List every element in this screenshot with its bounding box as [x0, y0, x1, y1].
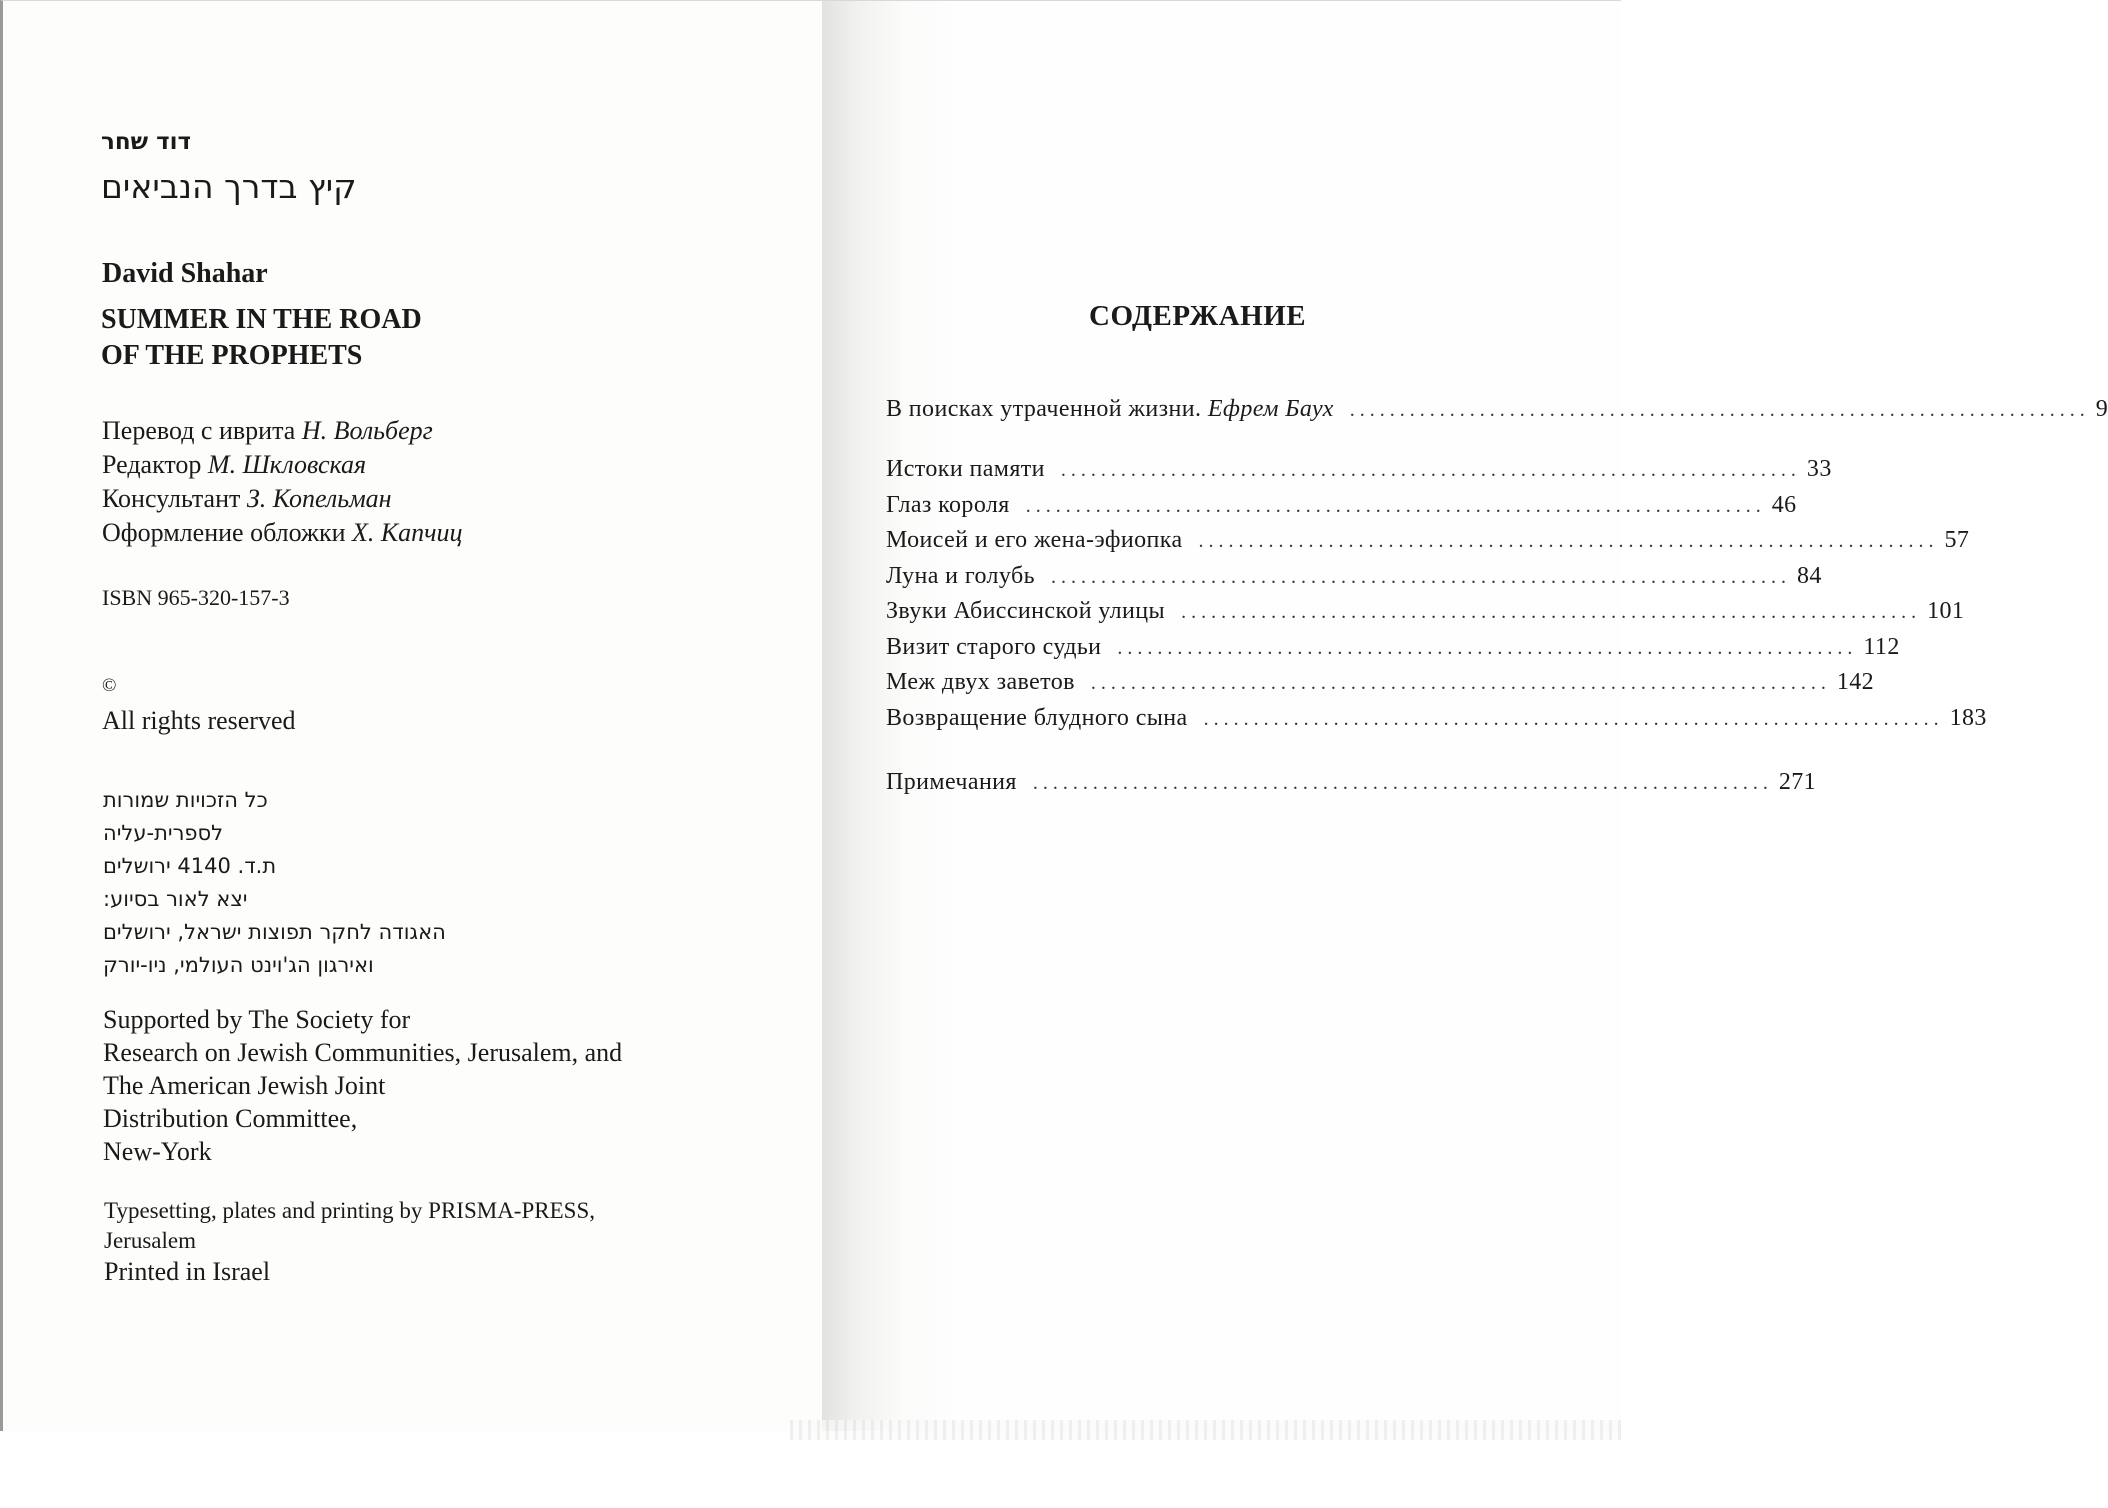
credits-block [102, 414, 463, 550]
toc-row [886, 523, 1970, 559]
isbn: ISBN 965-320-157-3 [102, 585, 290, 610]
printed-in: Printed in Israel [104, 1257, 271, 1286]
imprint-hebrew-line: ת.ד. 4140 ירושלים [103, 854, 277, 878]
credit-name: З. Копельман [246, 484, 392, 513]
support-line: Supported by The Society for [103, 1005, 411, 1034]
imprint-hebrew-line: לספרית-עליה [103, 821, 224, 845]
credit-role: Консультант [102, 484, 241, 513]
toc-leader: .......................................................................... [1181, 601, 1922, 623]
toc-title: Визит старого судьи [886, 633, 1102, 660]
toc-row [886, 392, 2108, 428]
toc-page: 84 [1796, 562, 1822, 589]
support-line: New-York [103, 1137, 212, 1166]
toc-title [886, 392, 1334, 428]
toc-row [886, 665, 1875, 701]
imprint-hebrew-line: האגודה לחקר תפוצות ישראל, ירושלים [103, 920, 446, 944]
credit-name: М. Шкловская [207, 450, 367, 479]
toc-page: 9 [2095, 396, 2108, 422]
toc-row [886, 559, 1822, 595]
title-english-line: OF THE PROPHETS [101, 340, 363, 371]
toc-title: Звуки Абиссинской улицы [886, 598, 1166, 624]
toc-leader: .......................................................................... [1117, 636, 1858, 659]
support-line: Distribution Committee, [103, 1104, 358, 1133]
toc-page: 183 [1949, 704, 1987, 731]
toc-title: Луна и голубь [886, 562, 1035, 589]
toc-page: 271 [1778, 769, 1817, 795]
imprint-hebrew-line: יצא לאור בסיוע: [103, 887, 248, 911]
credit-name: Н. Вольберг [301, 416, 433, 445]
toc-leader: .......................................................................... [1203, 707, 1944, 730]
title-hebrew: קיץ בדרך הנביאים [101, 167, 357, 206]
copyright-symbol: © [102, 675, 117, 696]
imprint-hebrew-line: כל הזכויות שמורות [103, 788, 268, 812]
title-english-line: SUMMER IN THE ROAD [101, 304, 422, 335]
typesetting-line: Jerusalem [104, 1228, 196, 1253]
toc-row [886, 765, 1817, 801]
imprint-hebrew [103, 784, 446, 982]
support-line: Research on Jewish Communities, Jerusalem, and [103, 1038, 623, 1067]
typesetting-credit [104, 1196, 595, 1256]
toc-page: 57 [1944, 527, 1970, 553]
toc-row [886, 452, 1832, 488]
author-hebrew: דוד שחר [101, 129, 192, 155]
toc-page: 101 [1927, 598, 1965, 624]
toc-row [886, 488, 1797, 524]
toc-leader: .......................................................................... [1060, 459, 1801, 481]
toc-title: Глаз короля [886, 491, 1010, 518]
support-line: The American Jewish Joint [103, 1071, 386, 1100]
toc-page: 46 [1771, 491, 1797, 518]
title-english [101, 302, 422, 374]
toc-row [886, 701, 1987, 737]
credit-role: Перевод с иврита [102, 416, 296, 445]
credit-line [102, 414, 463, 448]
support-statement [103, 1003, 622, 1168]
toc-leader: .......................................................................... [1025, 494, 1766, 517]
toc-leader: .......................................................................... [1050, 565, 1791, 588]
toc-leader: .......................................................................... [1198, 530, 1939, 552]
toc-chapters [886, 452, 1987, 736]
toc-title: Истоки памяти [886, 456, 1045, 482]
toc-leader: .......................................................................... [1090, 672, 1831, 694]
credit-line [102, 448, 463, 482]
toc-notes [886, 765, 1817, 801]
left-page [0, 0, 825, 1431]
toc-intro-title: В поисках утраченной жизни. [886, 396, 1202, 422]
credit-line [102, 516, 463, 550]
toc-title: Меж двух заветов [886, 669, 1075, 695]
credit-role: Оформление обложки [102, 518, 346, 547]
toc-intro-author: Ефрем Баух [1207, 396, 1334, 422]
toc-row [886, 630, 1900, 666]
toc-title: Возвращение блудного сына [886, 704, 1188, 731]
imprint-hebrew-line: ואירגון הג'וינט העולמי, ניו-יורק [103, 953, 374, 977]
author-english: David Shahar [102, 258, 268, 289]
toc-leader: .......................................................................... [1032, 772, 1773, 794]
toc-intro [886, 392, 2108, 428]
toc-page: 112 [1863, 633, 1900, 660]
all-rights-reserved: All rights reserved [102, 706, 296, 735]
typesetting-line: Typesetting, plates and printing by PRISMA-PRESS, [104, 1198, 595, 1223]
credit-line [102, 482, 463, 516]
toc-leader: .......................................................................... [1349, 399, 2090, 421]
toc-heading: СОДЕРЖАНИЕ [1089, 300, 1307, 332]
toc-row [886, 594, 1965, 630]
toc-title: Моисей и его жена-эфиопка [886, 527, 1183, 553]
credit-role: Редактор [102, 450, 202, 479]
credit-name: Х. Капчиц [351, 518, 463, 547]
toc-title: Примечания [886, 769, 1017, 795]
toc-page: 142 [1836, 669, 1875, 695]
toc-page: 33 [1806, 456, 1832, 482]
page-edge [790, 1420, 1621, 1440]
